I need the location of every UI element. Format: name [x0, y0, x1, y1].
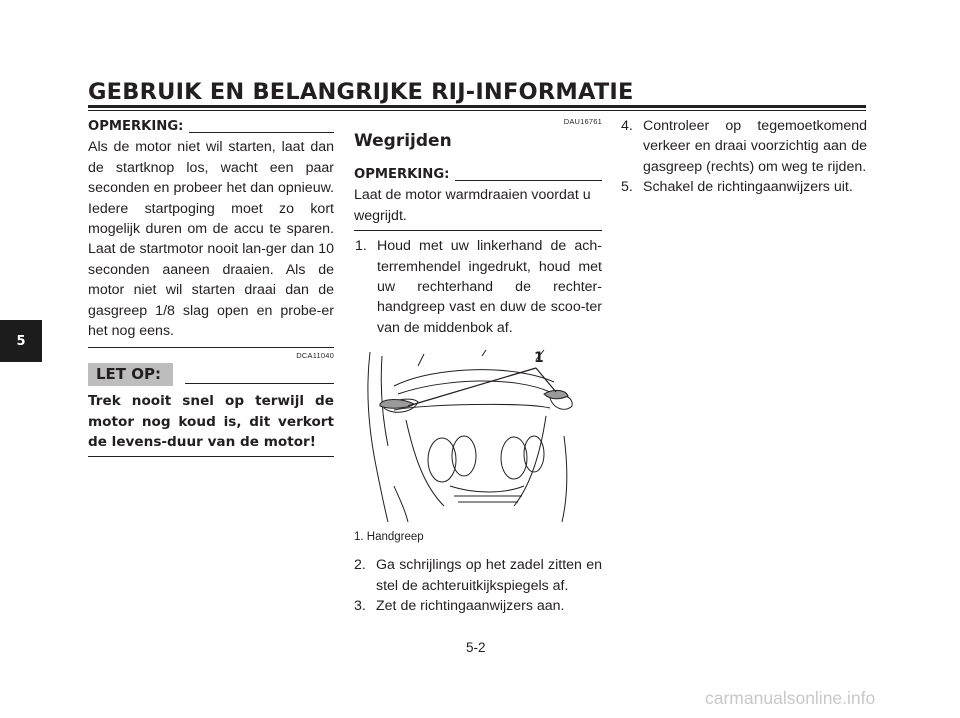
caution-label-rule — [185, 383, 334, 384]
step-text: Controleer op tegemoetkomend verkeer en draai voorzichtig aan de gasgreep (rechts) om weg te rijden. — [643, 118, 867, 175]
watermark: carmanualsonline.info — [705, 688, 876, 708]
step-text: Schakel de richtingaanwijzers uit. — [643, 179, 853, 196]
list-item — [621, 177, 867, 197]
page-number: 5-2 — [466, 640, 486, 655]
steps-list-a — [354, 236, 602, 338]
note-label: OPMERKING: — [354, 167, 450, 182]
figure-callout-number: 1 — [534, 350, 544, 367]
note-end-rule — [88, 347, 334, 348]
header-rule-thick — [88, 105, 866, 108]
note-label-rule — [455, 180, 602, 181]
caution-end-rule — [88, 456, 334, 457]
section-title: Wegrijden — [354, 131, 452, 151]
caution-label: LET OP: — [88, 363, 173, 386]
steps-list-b — [354, 555, 602, 616]
note-label-rule — [189, 132, 334, 133]
scooter-illustration — [354, 346, 602, 524]
column-middle — [354, 117, 602, 616]
step-text: Zet de richtingaanwijzers aan. — [376, 598, 565, 615]
note-end-rule — [354, 230, 602, 231]
chapter-tab: 5 — [0, 320, 42, 362]
steps-list-c — [621, 116, 867, 198]
header-rule-thin — [88, 110, 866, 111]
list-item — [355, 236, 602, 338]
note-text: Laat de motor warmdraaien voordat u wegrijdt. — [354, 187, 591, 224]
step-text: Ga schrijlings op het zadel zitten en stel de achteruitkijkspiegels af. — [376, 557, 602, 594]
caution-text: Trek nooit snel op terwijl de motor nog koud is, dit verkort de levens-duur van de motor! — [88, 393, 334, 451]
step-number: 3. — [354, 598, 366, 615]
step-number: 2. — [354, 557, 366, 574]
step-number: 1. — [355, 238, 367, 255]
step-number: 4. — [621, 118, 633, 134]
note-heading — [354, 165, 602, 185]
column-left — [88, 117, 334, 457]
note-heading — [88, 117, 334, 137]
step-number: 5. — [621, 179, 633, 196]
caution-code: DCA11040 — [296, 351, 334, 361]
scooter-handlebar-figure — [354, 346, 602, 524]
note-label: OPMERKING: — [88, 119, 184, 134]
list-item — [354, 596, 602, 616]
list-item — [354, 555, 602, 596]
section-code: DAU16761 — [563, 117, 602, 126]
column-right — [621, 116, 867, 198]
step-text: Houd met uw linkerhand de ach-terremhendel ingedrukt, houd met uw rechterhand de rechter-handgreep vast en duw de scoo-ter van de middenbok af. — [377, 238, 602, 336]
note-text: Als de motor niet wil starten, laat dan de startknop los, wacht een paar seconden en probeer het dan opnieuw. Iedere startpoging moet zo kort mogelijk duren om de accu te sparen. Laat de startmotor nooit lan-ger dan 10 seconden aaneen draaien. Als de motor niet wil starten draai dan de gasgreep 1/8 slag open en probe-er het nog eens. — [88, 139, 334, 340]
caution-heading — [88, 363, 334, 386]
list-item — [621, 116, 867, 177]
page-header-title: GEBRUIK EN BELANGRIJKE RIJ-INFORMATIE — [88, 79, 634, 105]
figure-caption: 1. Handgreep — [354, 531, 424, 544]
